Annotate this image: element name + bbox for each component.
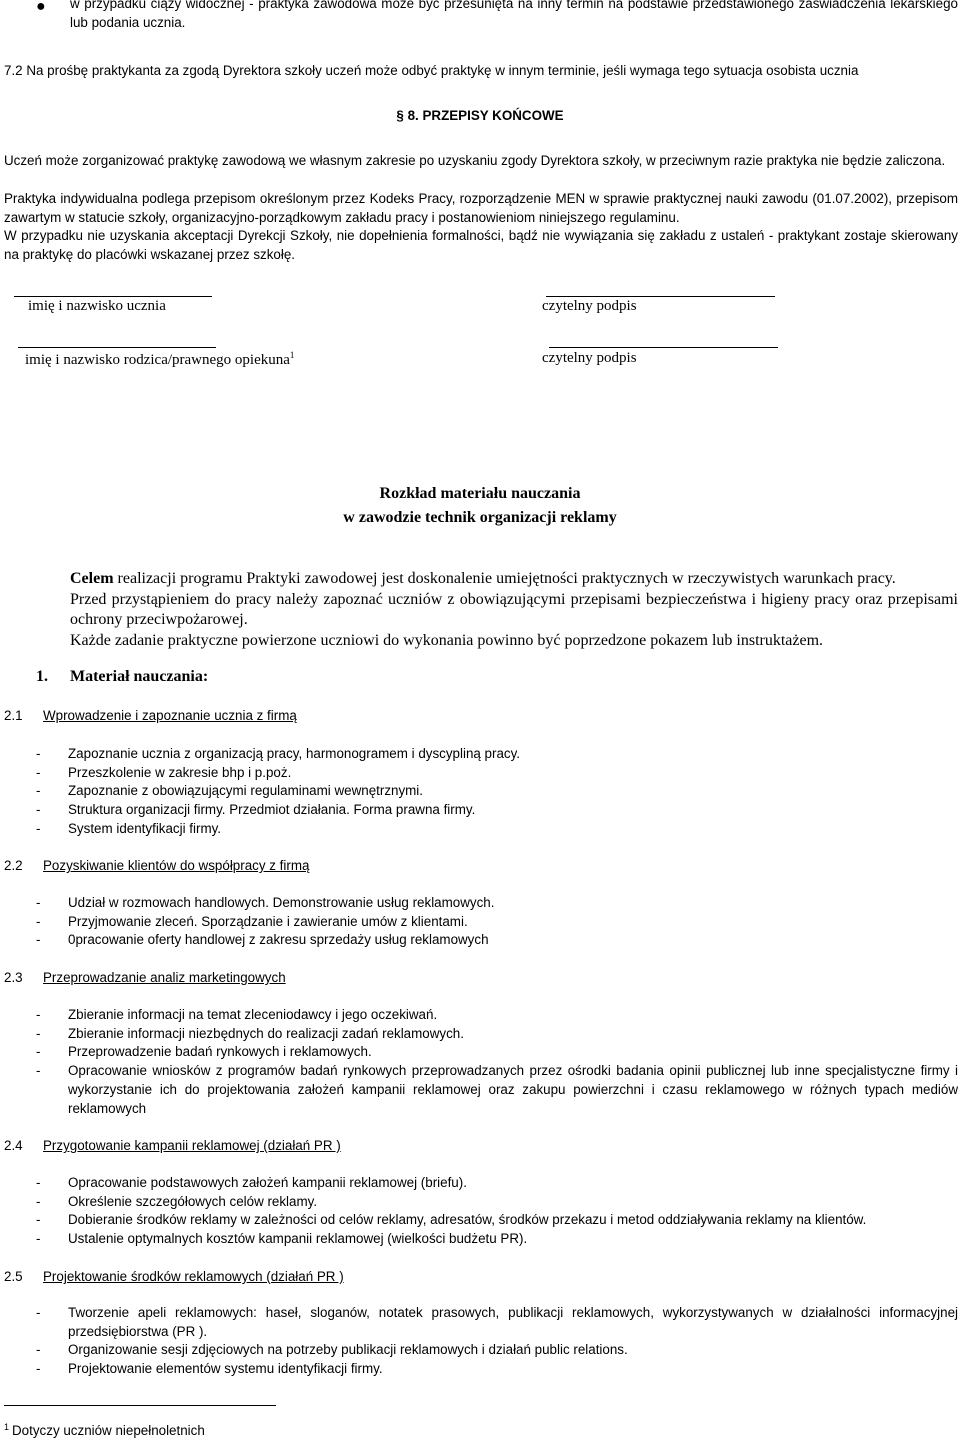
list-item: - Przeszkolenie w zakresie bhp i p.poż.	[36, 764, 292, 780]
list-item: - System identyfikacji firmy.	[36, 820, 222, 836]
section-2-5-heading	[4, 1268, 344, 1287]
section-number: 2.3	[4, 970, 23, 985]
section-title: Projektowanie środków reklamowych (działań PR )	[43, 1269, 344, 1284]
section-number: 2.4	[4, 1138, 23, 1153]
material-heading	[36, 668, 208, 686]
footnote	[4, 1418, 205, 1441]
parent-name-text: imię i nazwisko rodzica/prawnego opiekuna	[25, 352, 290, 368]
signature-line-sig-1	[546, 296, 775, 297]
list-item: - Przeprowadzenie badań rynkowych i reklamowych.	[36, 1044, 372, 1060]
section-title: Wprowadzenie i zapoznanie ucznia z firmą	[43, 708, 297, 723]
list-item: - Tworzenie apeli reklamowych: haseł, sloganów, notatek prasowych, publikacji reklamowych, wykorzystywanych w działalności informacyjnej przedsiębiorstwa (PR ).	[36, 1305, 958, 1339]
section-2-2-heading	[4, 857, 309, 876]
rozklad-intro	[70, 569, 958, 651]
legible-signature-label-2: czytelny podpis	[542, 350, 637, 366]
section-number: 2.1	[4, 708, 23, 723]
przed-paragraph: Przed przystąpieniem do pracy należy zapoznać uczniów z obowiązującymi przepisami bezpieczeństwa i higieny pracy oraz przepisami ochrony przeciwpożarowej.	[70, 590, 958, 628]
kazde-paragraph: Każde zadanie praktyczne powierzone uczniowi do wykonania powinno być poprzedzone pokazem lub instruktażem.	[70, 631, 824, 649]
legible-signature-label-1: czytelny podpis	[542, 298, 637, 314]
footnote-ref: 1	[289, 350, 295, 360]
list-item: - Projektowanie elementów systemu identyfikacji firmy.	[36, 1361, 383, 1377]
list-item: - 0pracowanie oferty handlowej z zakresu sprzedaży usług reklamowych	[36, 932, 489, 948]
section8-paragraph-1: Uczeń może zorganizować praktykę zawodową we własnym zakresie po uzyskaniu zgody Dyrektora szkoły, w przeciwnym razie praktyka nie będzie zaliczona.	[4, 153, 946, 168]
section-title: Przeprowadzanie analiz marketingowych	[43, 970, 286, 985]
section-2-3-list	[0, 1006, 958, 1118]
section-title: Przygotowanie kampanii reklamowej (działań PR )	[43, 1138, 341, 1153]
list-item: - Udział w rozmowach handlowych. Demonstrowanie usług reklamowych.	[36, 895, 495, 910]
list-item: - Ustalenie optymalnych kosztów kampanii reklamowej (wielkości budżetu PR).	[36, 1231, 528, 1247]
rozklad-title-2: w zawodzie technik organizacji reklamy	[343, 509, 617, 526]
section-2-1-heading	[4, 707, 297, 726]
section-title: Pozyskiwanie klientów do współpracy z firmą	[43, 858, 310, 873]
signature-line-sig-2	[549, 347, 778, 348]
list-item: - Opracowanie podstawowych założeń kampanii reklamowej (briefu).	[36, 1175, 467, 1190]
list-item: - Zbieranie informacji niezbędnych do realizacji zadań reklamowych.	[36, 1025, 464, 1041]
list-item: - Przyjmowanie zleceń. Sporządzanie i zawieranie umów z klientami.	[36, 913, 468, 929]
paragraph-7-2: 7.2 Na prośbę praktykanta za zgodą Dyrektora szkoły uczeń może odbyć praktykę w innym terminie, jeśli wymaga tego sytuacja osobista ucznia	[4, 63, 859, 78]
cel-rest: realizacji programu Praktyki zawodowej jest doskonalenie umiejętności praktycznych w rzeczywistych warunkach pracy.	[113, 570, 896, 587]
material-num: 1.	[36, 668, 48, 685]
signature-line-parent	[18, 347, 216, 348]
section-2-1-list	[0, 745, 958, 839]
list-item: - Dobieranie środków reklamy w zależności od celów reklamy, adresatów, środków przekazu i metod oddziaływania reklamy na klientów.	[36, 1212, 867, 1228]
list-item: - Zapoznanie ucznia z organizacją pracy, harmonogramem i dyscypliną pracy.	[36, 746, 521, 761]
list-item: - Określenie szczegółowych celów reklamy.	[36, 1193, 318, 1209]
list-item: - Opracowanie wniosków z programów badań rynkowych przeprowadzanych przez ośrodki badania opinii publicznej lub inne specjalistyczne firmy i wykorzystanie ich do projektowania założeń kampanii reklamowej oraz zakupu powierzchni i czasu reklamowego w różnych typach mediów reklamowych	[36, 1063, 958, 1116]
section8-paragraph-3: W przypadku nie uzyskania akceptacji Dyrekcji Szkoły, nie dopełnienia formalności, bądź nie wywiązania się zakładu z ustaleń - praktykant zostaje skierowany na praktykę do placówki wskazanej przez szkołę.	[4, 228, 958, 262]
footnote-separator	[4, 1405, 276, 1406]
section8-heading: § 8. PRZEPISY KOŃCOWE	[396, 108, 564, 123]
section-2-4-heading	[4, 1137, 341, 1156]
footnote-mark: 1	[4, 1422, 10, 1432]
parent-name-label	[25, 350, 294, 369]
rozklad-title-1: Rozkład materiału nauczania	[379, 485, 581, 502]
cel-bold: Celem	[70, 570, 114, 587]
section-number: 2.2	[4, 858, 23, 873]
footnote-text: Dotyczy uczniów niepełnoletnich	[12, 1423, 205, 1439]
cel-paragraph	[70, 569, 958, 590]
top-bullet	[36, 0, 958, 32]
bullet-dot: ●	[36, 0, 46, 15]
student-name-label: imię i nazwisko ucznia	[28, 298, 166, 314]
section-2-3-heading	[4, 969, 286, 988]
top-bullet-text: w przypadku ciąży widocznej - praktyka zawodowa może być przesunięta na inny termin na podstawie przedstawionego zaświadczenia lekarskiego lub podania ucznia.	[70, 0, 958, 30]
section-number: 2.5	[4, 1269, 23, 1284]
material-label: Materiał nauczania:	[70, 668, 209, 685]
list-item: - Struktura organizacji firmy. Przedmiot działania. Forma prawna firmy.	[36, 802, 476, 818]
section8-paragraph-2: Praktyka indywidualna podlega przepisom określonym przez Kodeks Pracy, rozporządzenie MEN w sprawie praktycznej nauki zawodu (01.07.2002), przepisom zawartym w statucie szkoły, organizacyjno-porządkowym zakładu pracy i postanowieniom niniejszego regulaminu.	[4, 191, 958, 225]
section-2-2-list	[0, 894, 958, 950]
section-2-5-list	[0, 1304, 958, 1379]
section-2-4-list	[0, 1174, 958, 1249]
list-item: - Zbieranie informacji na temat zleceniodawcy i jego oczekiwań.	[36, 1007, 438, 1022]
list-item: - Organizowanie sesji zdjęciowych na potrzeby publikacji reklamowych i działań public relations.	[36, 1342, 628, 1358]
list-item: - Zapoznanie z obowiązującymi regulaminami wewnętrznymi.	[36, 783, 424, 799]
signature-line-student	[14, 296, 212, 297]
